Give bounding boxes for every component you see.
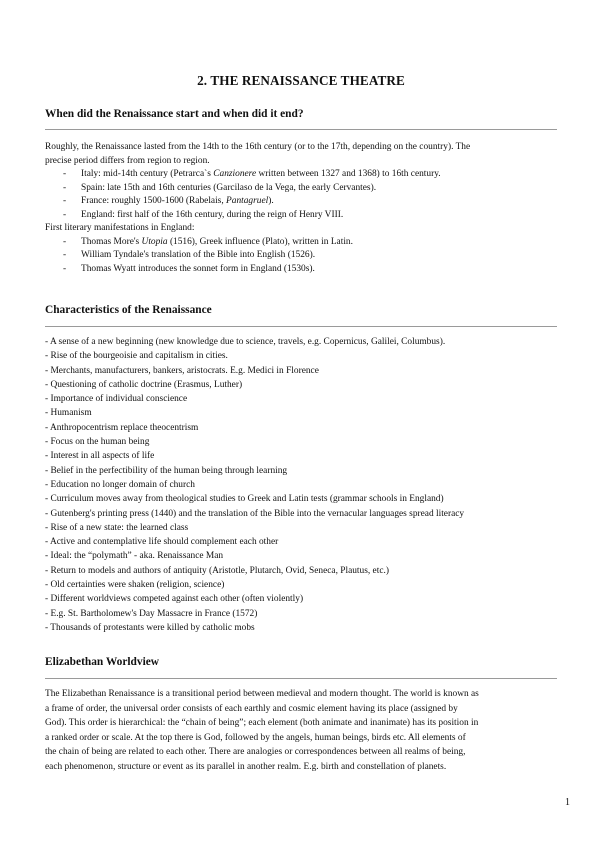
characteristic-item: - Anthropocentrism replace theocentrism	[45, 422, 199, 433]
characteristic-item: - Return to models and authors of antiquity (Aristotle, Plutarch, Ovid, Seneca, Plautus, etc.)	[45, 565, 389, 576]
paragraph-line: God). This order is hierarchical: the “chain of being”; each element (both animate and inanimate) has its position in	[45, 718, 479, 729]
list-item: - England: first half of the 16th century, during the reign of Henry VIII.	[63, 209, 557, 223]
list-dash: -	[63, 182, 67, 193]
page-number: 1	[565, 797, 570, 808]
section-rule	[45, 129, 557, 130]
text-line: Roughly, the Renaissance lasted from the 14th to the 16th century (or to the 17th, depending on the country). The	[45, 142, 471, 152]
paragraph-line: the chain of being are related to each other. There are analogies or correspondences between all realms of being,	[45, 747, 466, 758]
list-item: - Spain: late 15th and 16th centuries (Garcilaso de la Vega, the early Cervantes).	[63, 182, 557, 196]
paragraph-line: a frame of order, the universal order consists of each earthly and cosmic element having its place (assigned by	[45, 703, 458, 714]
characteristic-item: - Gutenberg's printing press (1440) and the translation of the Bible into the vernacular languages spread literacy	[45, 508, 465, 519]
characteristic-item: - Thousands of protestants were killed by catholic mobs	[45, 622, 255, 633]
list-item: - Italy: mid-14th century (Petrarca`s Canzionere written between 1327 and 1368) to 16th century.	[63, 168, 557, 182]
characteristics-list	[45, 335, 557, 635]
characteristic-item: - Focus on the human being	[45, 437, 150, 448]
elizabethan-paragraph	[45, 687, 557, 775]
list-dash: -	[63, 196, 67, 206]
paragraph-line: The Elizabethan Renaissance is a transitional period between medieval and modern thought. The world is known as	[45, 689, 479, 699]
list-dash: -	[63, 169, 67, 179]
characteristic-item: - E.g. St. Bartholomew's Day Massacre in France (1572)	[45, 608, 258, 619]
characteristic-item: - Different worldviews competed against each other (often violently)	[45, 594, 304, 605]
list-item: - Thomas More's Utopia (1516), Greek influence (Plato), written in Latin.	[63, 236, 557, 250]
characteristic-item: - Ideal: the “polymath” - aka. Renaissance Man	[45, 551, 224, 562]
page-title: 2. THE RENAISSANCE THEATRE	[197, 73, 405, 88]
characteristic-item: - Importance of individual conscience	[45, 394, 188, 405]
section-when-body	[45, 141, 557, 276]
list-item: - Thomas Wyatt introduces the sonnet form in England (1530s).	[63, 263, 557, 277]
section-rule	[45, 678, 557, 679]
section-heading-elizabethan: Elizabethan Worldview	[45, 656, 160, 668]
list-dash: -	[63, 263, 67, 274]
characteristic-item: - Questioning of catholic doctrine (Erasmus, Luther)	[45, 379, 243, 390]
characteristic-item: - Belief in the perfectibility of the human being through learning	[45, 465, 288, 476]
characteristic-item: - Curriculum moves away from theological studies to Greek and Latin tests (grammar schools in England)	[45, 494, 444, 505]
section-rule	[45, 326, 557, 327]
section-heading-characteristics: Characteristics of the Renaissance	[45, 304, 212, 316]
section-heading-when: When did the Renaissance start and when did it end?	[45, 108, 304, 120]
characteristic-item: - Merchants, manufacturers, bankers, aristocrats. E.g. Medici in Florence	[45, 365, 319, 376]
text-line: precise period differs from region to region.	[45, 155, 210, 166]
characteristic-item: - A sense of a new beginning (new knowledge due to science, travels, e.g. Copernicus, Galilei, Columbus).	[45, 337, 446, 347]
list-dash: -	[63, 250, 67, 260]
characteristic-item: - Rise of the bourgeoisie and capitalism in cities.	[45, 351, 228, 362]
characteristic-item: - Humanism	[45, 408, 92, 419]
list-dash: -	[63, 209, 67, 220]
list-item: - William Tyndale's translation of the Bible into English (1526).	[63, 249, 557, 263]
list-item: - France: roughly 1500-1600 (Rabelais, Pantagruel).	[63, 195, 557, 209]
paragraph-line: each phenomenon, structure or event as its parallel in another realm. E.g. birth and constellation of planets.	[45, 761, 447, 772]
list-dash: -	[63, 236, 67, 247]
paragraph-line: a ranked order or scale. At the top there is God, followed by the angels, human beings, birds etc. All elements of	[45, 732, 466, 743]
text-line: First literary manifestations in England:	[45, 223, 195, 233]
characteristic-item: - Active and contemplative life should complement each other	[45, 537, 279, 548]
characteristic-item: - Education no longer domain of church	[45, 479, 195, 490]
characteristic-item: - Old certainties were shaken (religion, science)	[45, 580, 225, 591]
characteristic-item: - Interest in all aspects of life	[45, 451, 155, 462]
characteristic-item: - Rise of a new state: the learned class	[45, 522, 189, 533]
